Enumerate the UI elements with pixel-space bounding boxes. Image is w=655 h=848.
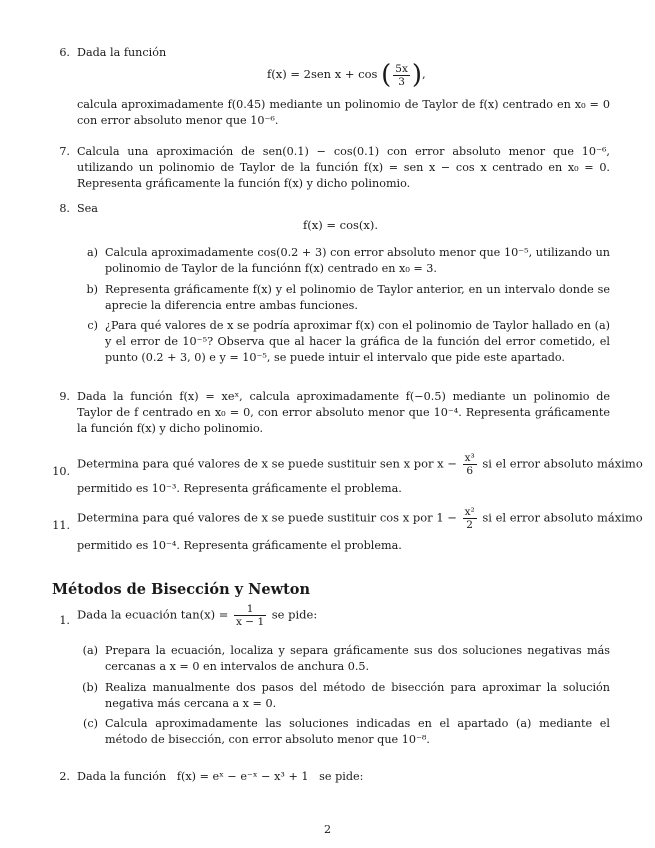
problem-line xyxy=(77,452,643,477)
subitem-text: Calcula aproximadamente cos(0.2 + 3) con error absoluto menor que 10⁻⁵, utilizando un polinomio de Taylor de la funciónn f(x) centrado en x₀ = 3. xyxy=(105,246,610,275)
problem-number: 8. xyxy=(59,202,70,215)
problem-number: 9. xyxy=(59,390,70,403)
problem-intro: Sea xyxy=(77,202,98,215)
problem-line xyxy=(77,506,643,531)
subitem-label: (c) xyxy=(83,717,98,730)
problem-body: Calcula una aproximación de sen(0.1) − cos(0.1) con error absoluto menor que 10⁻⁶, utilizando un polinomio de Taylor de la función f(x) = sen x − cos x centrado en x₀ = 0. Representa gráficamente la función f(x) y dicho polinomio. xyxy=(77,145,610,190)
problem-number: 2. xyxy=(59,770,70,783)
section-title: Métodos de Bisección y Newton xyxy=(52,581,311,598)
subitem-label: c) xyxy=(87,319,98,332)
fraction xyxy=(463,506,477,531)
subitem-text: Prepara la ecuación, localiza y separa gráficamente sus dos soluciones negativas más cercanas a x = 0 en intervalos de anchura 0.5. xyxy=(105,644,610,673)
page-number: 2 xyxy=(323,823,332,836)
fraction-numerator: x³ xyxy=(464,452,475,464)
fraction xyxy=(393,63,410,88)
problem-text: si el error absoluto máximo xyxy=(482,510,643,525)
subitem-label: a) xyxy=(86,246,98,259)
problem-text: Determina para qué valores de x se puede sustituir cos x por 1 − xyxy=(77,510,457,525)
fraction-denominator: 2 xyxy=(466,519,473,531)
problem-number: 11. xyxy=(52,519,70,532)
problem-text: si el error absoluto máximo xyxy=(482,456,643,471)
paren-close: ) xyxy=(411,60,423,90)
problem-body: Dada la función f(x) = xeˣ, calcula aproximadamente f(−0.5) mediante un polinomio de Taylor de f centrado en x₀ = 0, con error absoluto menor que 10⁻⁴. Representa gráficamente la función f(x) y dicho polinomio. xyxy=(77,390,610,435)
problem-body: Dada la función f(x) = eˣ − e⁻ˣ − x³ + 1 se pide: xyxy=(77,770,364,783)
problem-intro: Dada la función xyxy=(77,46,167,59)
subitem-label: (b) xyxy=(82,681,98,694)
equation-lhs: f(x) = 2sen x + cos xyxy=(267,67,378,81)
fraction-denominator: 3 xyxy=(398,75,405,88)
problem-text: se pide: xyxy=(271,607,318,622)
equation xyxy=(267,62,426,88)
paren-open: ( xyxy=(381,60,392,90)
problem-line xyxy=(77,603,317,628)
problem-number: 1. xyxy=(59,614,70,627)
subitem-text: Representa gráficamente f(x) y el polinomio de Taylor anterior, en un intervalo donde se aprecie la diferencia entre ambas funciones. xyxy=(105,283,610,312)
subitem-label: (a) xyxy=(82,644,98,657)
equation: f(x) = cos(x). xyxy=(303,218,379,232)
problem-number: 6. xyxy=(59,46,70,59)
equation-tail: , xyxy=(422,67,426,81)
problem-body: permitido es 10⁻⁴. Representa gráficamente el problema. xyxy=(77,539,402,552)
subitem-text: Realiza manualmente dos pasos del método de bisección para aproximar la solución negativa más cercana a x = 0. xyxy=(105,681,610,710)
fraction-numerator: 1 xyxy=(234,603,266,616)
problem-text: Determina para qué valores de x se puede sustituir sen x por x − xyxy=(77,456,457,471)
fraction xyxy=(463,452,477,477)
problem-number: 7. xyxy=(59,145,70,158)
fraction-numerator: 5x xyxy=(395,62,408,75)
problem-number: 10. xyxy=(52,465,70,478)
subitem-text: ¿Para qué valores de x se podría aproximar f(x) con el polinomio de Taylor hallado en (a) y el error de 10⁻⁵? Observa que al hacer la gráfica de la función del error cometido, el punto (0.2 + 3, 0) e y = 10⁻⁵, se puede intuir el intervalo que pide este apartado. xyxy=(105,319,610,364)
subitem-text: Calcula aproximadamente las soluciones indicadas en el apartado (a) mediante el método de bisección, con error absoluto menor que 10⁻⁸. xyxy=(105,717,610,746)
fraction-denominator: x − 1 xyxy=(236,616,265,628)
subitem-label: b) xyxy=(86,283,98,296)
fraction-denominator: 6 xyxy=(466,465,474,477)
problem-body: permitido es 10⁻³. Representa gráficamente el problema. xyxy=(77,482,402,495)
problem-body: calcula aproximadamente f(0.45) mediante un polinomio de Taylor de f(x) centrado en x₀ = 0 con error absoluto menor que 10⁻⁶. xyxy=(77,98,610,127)
fraction xyxy=(234,603,266,628)
fraction-numerator: x² xyxy=(464,506,475,518)
problem-text: Dada la ecuación tan(x) = xyxy=(77,607,229,622)
